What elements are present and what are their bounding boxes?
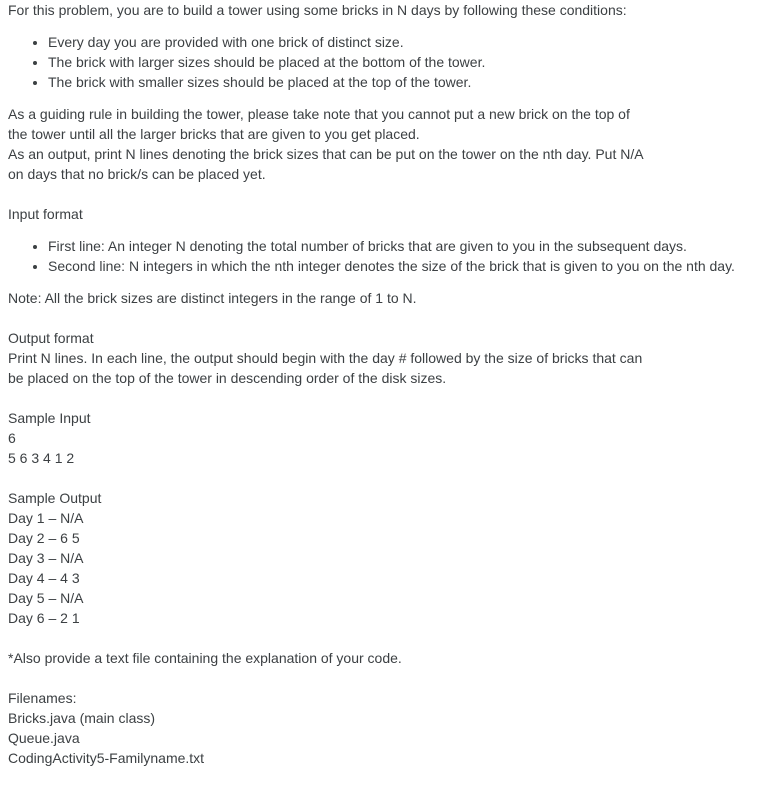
sample-output-line: Day 1 – N/A [8,510,84,526]
guide-line: As a guiding rule in building the tower, please take note that you cannot put a new brick on the top of [8,106,630,122]
sample-output-line: Day 2 – 6 5 [8,530,80,546]
input-format-item: • Second line: N integers in which the nth integer denotes the size of the brick that is given to you on the nth day. [48,256,763,276]
conditions-list [8,32,763,92]
output-format-line: be placed on the top of the tower in descending order of the disk sizes. [8,370,447,386]
sample-input-line: 5 6 3 4 1 2 [8,450,75,466]
intro-text: For this problem, you are to build a tower using some bricks in N days by following these conditions: [8,2,627,18]
filenames-heading: Filenames: [8,690,77,706]
filename-line: CodingActivity5-Familyname.txt [8,750,205,766]
sample-output-heading: Sample Output [8,490,102,506]
input-format-list [8,236,763,276]
input-format-heading: Input format [8,206,83,222]
condition-item: • The brick with smaller sizes should be placed at the top of the tower. [48,72,763,92]
condition-item: • The brick with larger sizes should be placed at the bottom of the tower. [48,52,763,72]
sample-output-line: Day 5 – N/A [8,590,84,606]
output-format-line: Print N lines. In each line, the output should begin with the day # followed by the size of bricks that can [8,350,643,366]
filename-line: Queue.java [8,730,80,746]
condition-item: • Every day you are provided with one brick of distinct size. [48,32,763,52]
sample-output-line: Day 3 – N/A [8,550,84,566]
sample-output-line: Day 6 – 2 1 [8,610,80,626]
also-provide-text: *Also provide a text file containing the explanation of your code. [8,650,402,666]
guide-line: the tower until all the larger bricks that are given to you get placed. [8,126,420,142]
filename-line: Bricks.java (main class) [8,710,156,726]
guide-line: on days that no brick/s can be placed yet. [8,166,266,182]
note-text: Note: All the brick sizes are distinct integers in the range of 1 to N. [8,290,417,306]
guide-line: As an output, print N lines denoting the brick sizes that can be put on the tower on the nth day. Put N/A [8,146,644,162]
sample-output-line: Day 4 – 4 3 [8,570,80,586]
output-format-heading: Output format [8,330,94,346]
sample-input-heading: Sample Input [8,410,91,426]
sample-input-line: 6 [8,430,16,446]
input-format-item: • First line: An integer N denoting the total number of bricks that are given to you in the subsequent days. [48,236,763,256]
